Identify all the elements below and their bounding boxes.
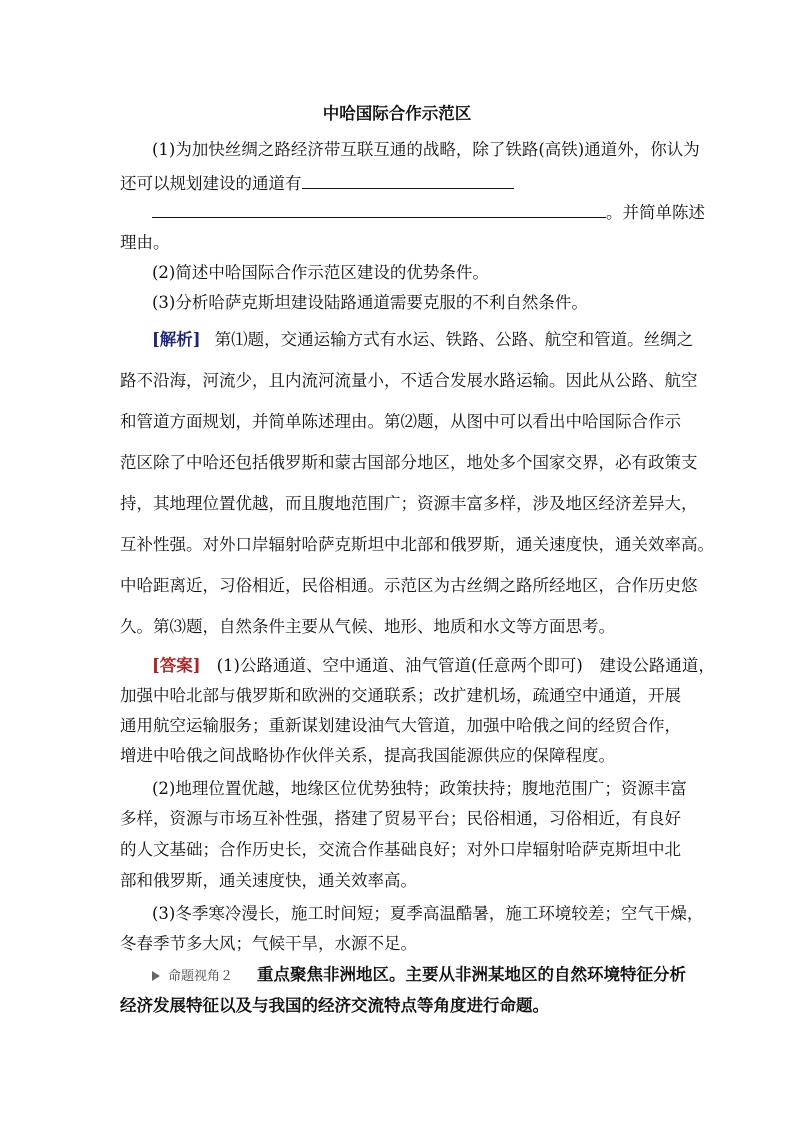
answer-2-line-4: 部和俄罗斯，通关速度快，通关效率高。 <box>120 871 417 890</box>
analysis-tag: [解析] <box>152 330 201 349</box>
perspective-line-2: 经济发展特征以及与我国的经济交流特点等角度进行命题。 <box>120 996 549 1015</box>
analysis-line-5: 持，其地理位置优越，而且腹地范围广；资源丰富多样，涉及地区经济差异大， <box>120 494 698 513</box>
answer-line-2: 加强中哈北部与俄罗斯和欧洲的交通联系；改扩建机场，疏通空中通道，开展 <box>120 686 681 705</box>
answer-line-1 <box>152 655 715 677</box>
analysis-line-4: 范区除了中哈还包括俄罗斯和蒙古国部分地区，地处多个国家交界，必有政策支 <box>120 453 698 472</box>
answer-tag: [答案] <box>152 656 201 675</box>
analysis-line-1 <box>152 329 694 351</box>
question-1-line-1: (1)为加快丝绸之路经济带互联互通的战略，除了铁路(高铁)通道外，你认为 <box>152 140 700 159</box>
analysis-line-3: 和管道方面规划，并简单陈述理由。第⑵题，从图中可以看出中哈国际合作示 <box>120 412 681 431</box>
answer-blank-2 <box>152 201 606 218</box>
question-1-line-3-text: 。并简单陈述 <box>606 203 705 222</box>
question-1-line-2 <box>120 172 680 195</box>
answer-2-line-3: 的人文基础；合作历史长，交流合作基础良好；对外口岸辐射哈萨克斯坦中北 <box>120 840 681 859</box>
question-1-line-3 <box>120 201 705 224</box>
page-title: 中哈国际合作示范区 <box>322 104 472 123</box>
perspective-label: 命题视角２ <box>168 969 234 984</box>
analysis-line-7: 中哈距离近，习俗相近，民俗相通。示范区为古丝绸之路所经地区，合作历史悠 <box>120 576 698 595</box>
answer-line-1-text: (1)公路通道、空中通道、油气管道(任意两个即可) 建设公路通道， <box>216 656 715 675</box>
analysis-line-8: 久。第⑶题，自然条件主要从气候、地形、地质和水文等方面思考。 <box>120 617 615 636</box>
answer-2-line-2: 多样，资源与市场互补性强，搭建了贸易平台；民俗相通，习俗相近，有良好 <box>120 809 681 828</box>
answer-3-line-2: 冬春季节多大风；气候干旱，水源不足。 <box>120 934 417 953</box>
answer-2-line-1: (2)地理位置优越，地缘区位优势独特；政策扶持；腹地范围广；资源丰富 <box>152 779 687 798</box>
question-1-line-2-text: 还可以规划建设的通道有 <box>120 174 302 193</box>
perspective-marker <box>152 965 233 984</box>
triangle-marker-icon <box>152 971 160 981</box>
answer-line-3: 通用航空运输服务；重新谋划建设油气大管道，加强中哈俄之间的经贸合作， <box>120 716 681 735</box>
analysis-line-6: 互补性强。对外口岸辐射哈萨克斯坦中北部和俄罗斯，通关速度快，通关效率高。 <box>120 535 714 554</box>
question-3: (3)分析哈萨克斯坦建设陆路通道需要克服的不利自然条件。 <box>152 293 588 312</box>
answer-line-4: 增进中哈俄之间战略协作伙伴关系，提高我国能源供应的保障程度。 <box>120 746 615 765</box>
answer-blank-1 <box>302 172 514 189</box>
analysis-line-1-text: 第⑴题，交通运输方式有水运、铁路、公路、航空和管道。丝绸之 <box>214 330 694 349</box>
analysis-line-2: 路不沿海，河流少，且内流河流量小，不适合发展水路运输。因此从公路、航空 <box>120 371 698 390</box>
question-1-line-4: 理由。 <box>120 233 170 252</box>
perspective-line-1: 重点聚焦非洲地区。主要从非洲某地区的自然环境特征分析 <box>257 965 686 984</box>
answer-3-line-1: (3)冬季寒冷漫长，施工时间短；夏季高温酷暑，施工环境较差；空气干燥， <box>152 904 704 923</box>
question-2: (2)简述中哈国际合作示范区建设的优势条件。 <box>152 263 489 282</box>
